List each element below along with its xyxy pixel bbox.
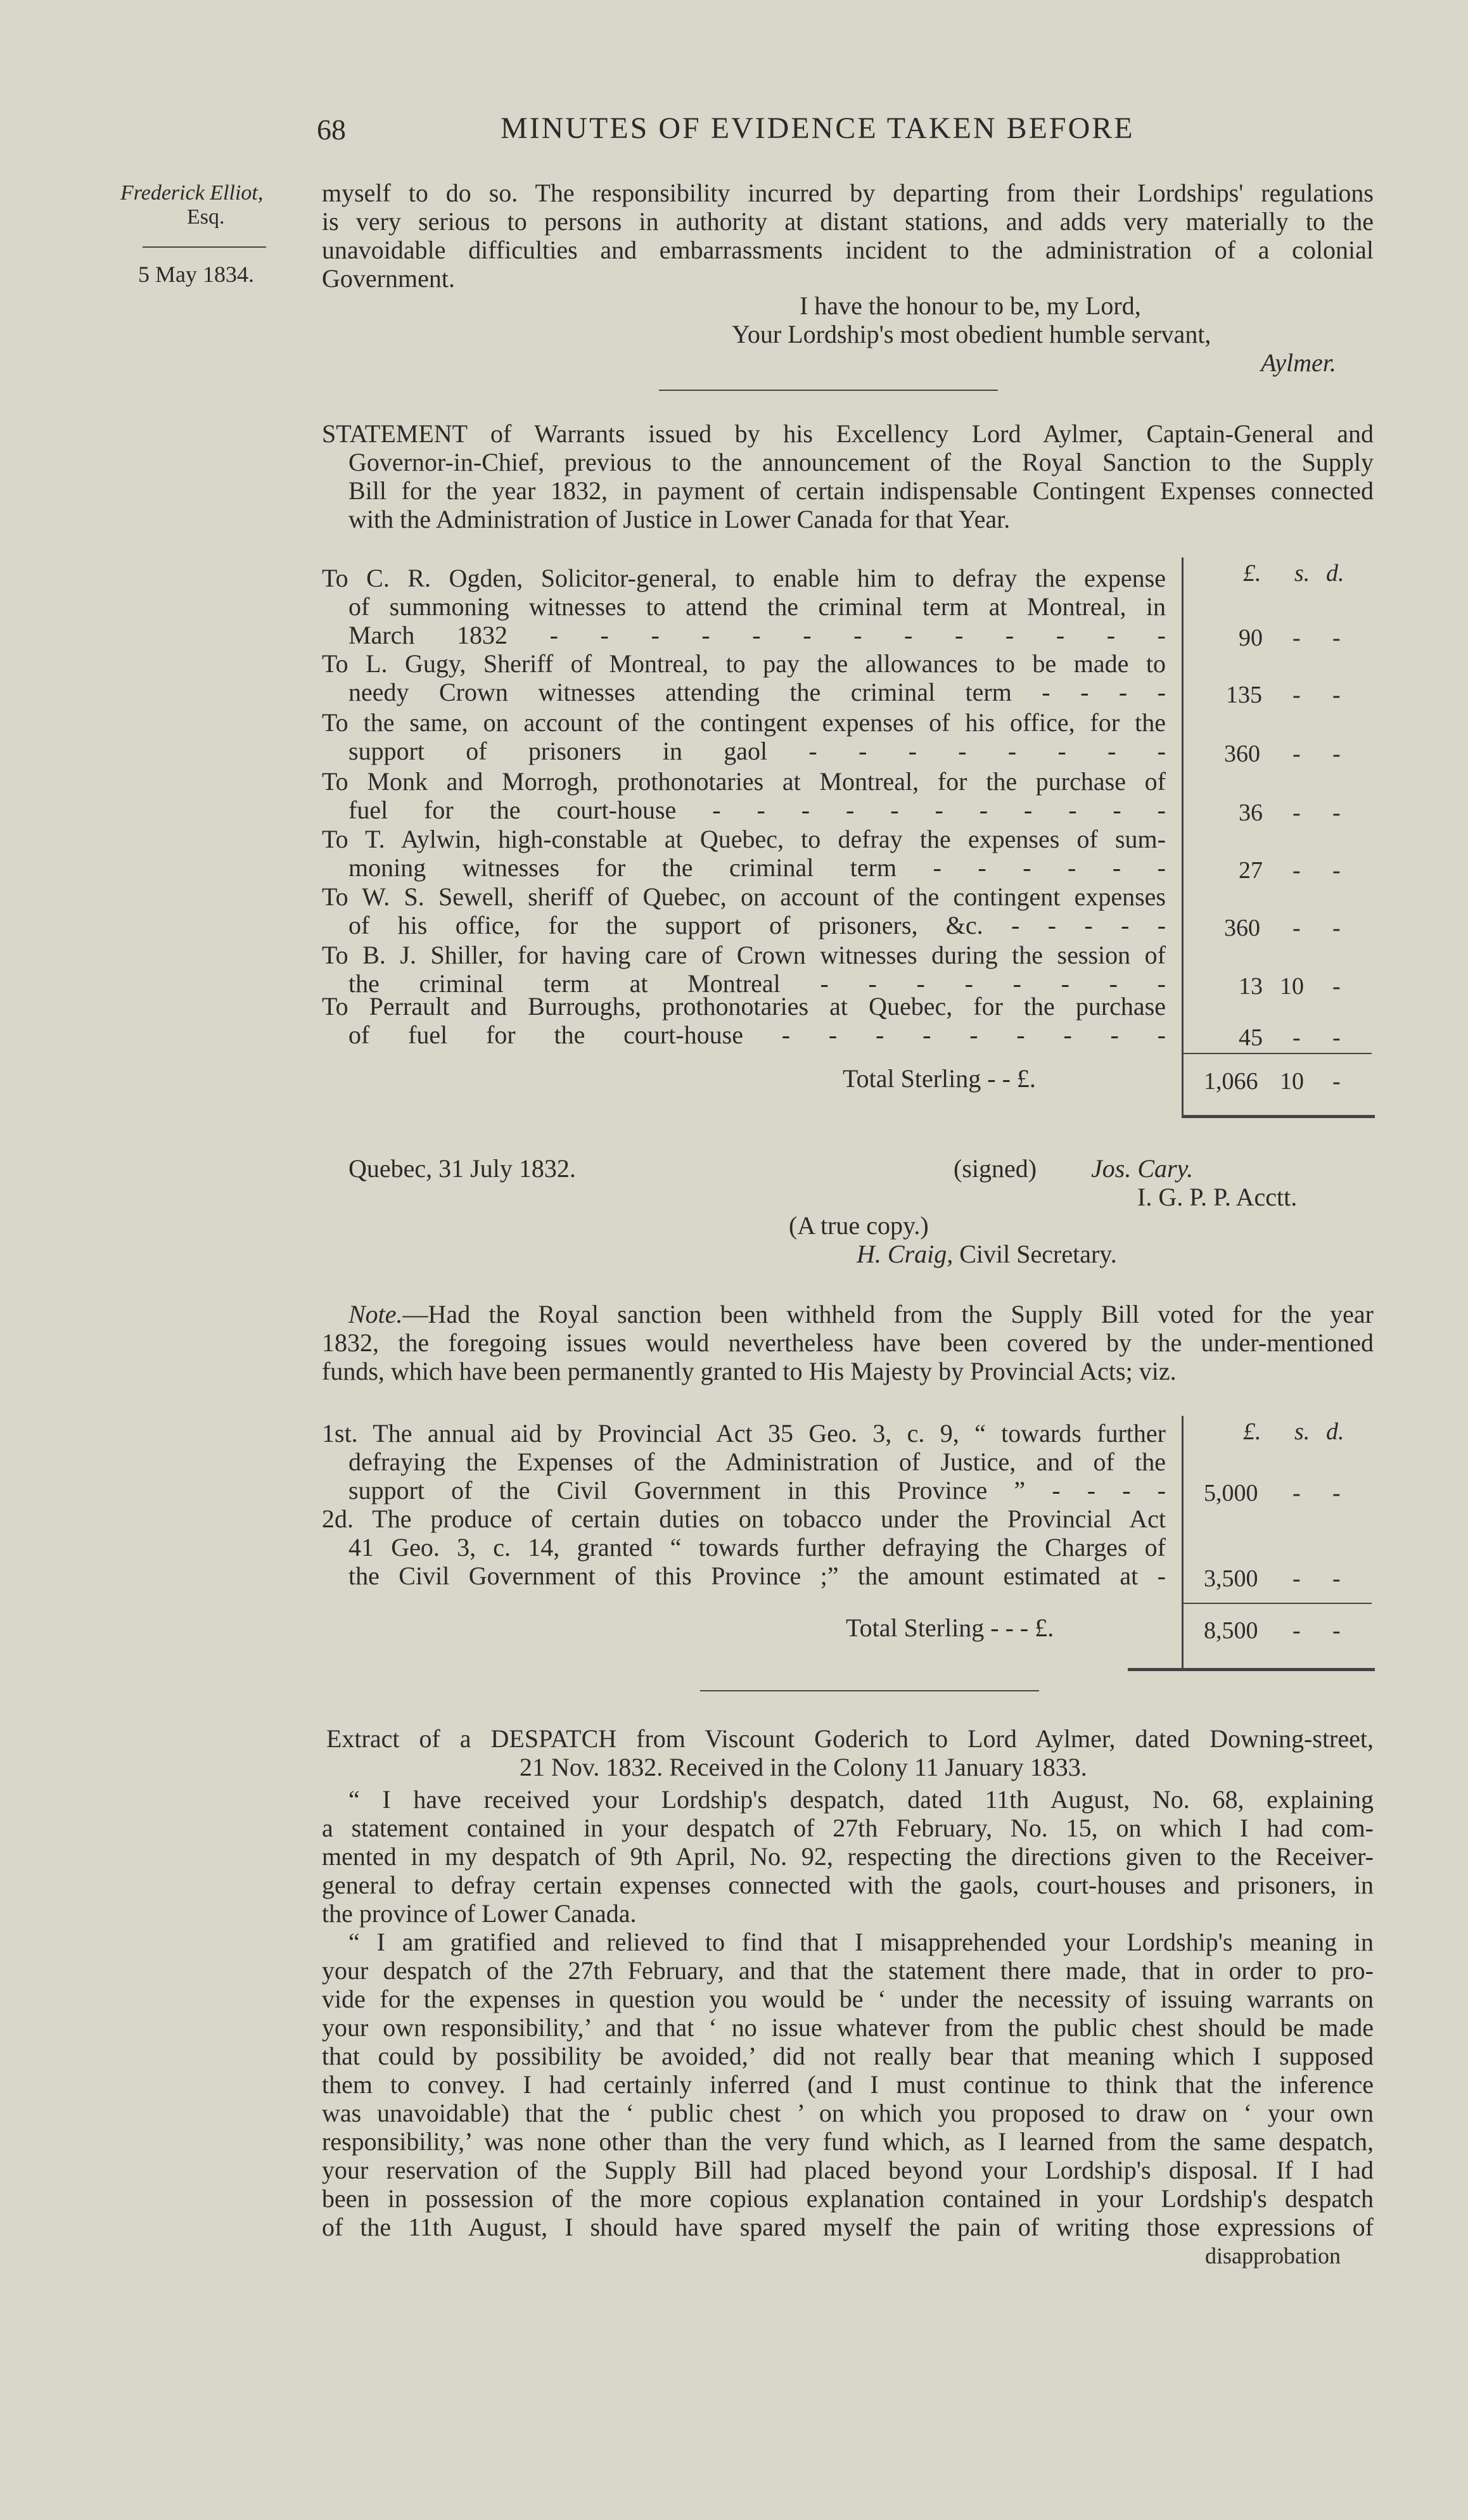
- text-line: was unavoidable) that the ‘ public chest ’ on which you proposed to draw on ‘ your own: [322, 2099, 1374, 2127]
- subtotal-rule: [1182, 1053, 1372, 1054]
- note-column-rule: [1182, 1416, 1184, 1669]
- item-line: To Monk and Morrogh, prothonotaries at Montreal, for the purchase of: [322, 767, 1166, 796]
- note-line: 1832, the foregoing issues would nevertheless have been covered by the under-mentioned: [322, 1328, 1374, 1357]
- item-line: To C. R. Ogden, Solicitor-general, to enable him to defray the expense: [322, 564, 1166, 592]
- margin-date: 5 May 1834.: [138, 262, 254, 287]
- item-shillings: -: [1292, 1480, 1301, 1506]
- item-pounds: 90: [1239, 625, 1263, 651]
- text-line: your reservation of the Supply Bill had placed beyond your Lordship's disposal. If I had: [322, 2156, 1374, 2184]
- item-pence: -: [1332, 857, 1341, 884]
- item-line: of fuel for the court-house - - - - - - - - -: [348, 1021, 1166, 1049]
- text-line: your own responsibility,’ and that ‘ no issue whatever from the public chest should be made: [322, 2013, 1374, 2042]
- heading-line-text: STATEMENT of Warrants issued by his Excellency Lord Aylmer, Captain-General and: [322, 419, 1374, 448]
- true-copy: (A true copy.): [789, 1211, 929, 1240]
- item-pence: -: [1332, 915, 1341, 941]
- item-line: moning witnesses for the criminal term - - - - - -: [348, 853, 1166, 882]
- secretary: [857, 1240, 1117, 1269]
- margin-witness-name: Frederick Elliot,: [120, 181, 264, 205]
- text-line: them to convey. I had certainly inferred (and I must continue to think that the inference: [322, 2070, 1374, 2099]
- item-line: To Perrault and Burroughs, prothonotaries at Quebec, for the purchase: [322, 992, 1166, 1021]
- total-rule: [1128, 1668, 1375, 1671]
- item-line: 2d. The produce of certain duties on tobacco under the Provincial Act: [322, 1505, 1166, 1533]
- subtotal-rule: [1182, 1603, 1372, 1604]
- item-pounds: 5,000: [1204, 1480, 1258, 1506]
- item-pence: -: [1332, 1024, 1341, 1051]
- item-line: 41 Geo. 3, c. 14, granted “ towards further defraying the Charges of: [348, 1533, 1166, 1562]
- section-divider: [659, 390, 998, 391]
- item-shillings: 10: [1280, 973, 1304, 1000]
- text-line: Government.: [322, 264, 455, 293]
- text-line: “ I have received your Lordship's despatch, dated 11th August, No. 68, explaining: [348, 1785, 1374, 1814]
- margin-witness-title: Esq.: [187, 205, 225, 229]
- note-line: funds, which have been permanently granted to His Majesty by Provincial Acts; viz.: [322, 1357, 1177, 1385]
- item-pence: -: [1332, 625, 1341, 651]
- item-line: needy Crown witnesses attending the criminal term - - - -: [348, 678, 1166, 706]
- item-pence: -: [1332, 1480, 1341, 1506]
- item-pounds: 45: [1239, 1024, 1263, 1051]
- total-label: Total Sterling - - - £.: [846, 1613, 1054, 1642]
- item-line: 1st. The annual aid by Provincial Act 35 Geo. 3, c. 9, “ towards further: [322, 1419, 1166, 1448]
- catchword: disapprobation: [1205, 2243, 1341, 2269]
- header-pence: d.: [1326, 560, 1344, 587]
- statement-column-rule: [1182, 557, 1184, 1116]
- item-pounds: 3,500: [1204, 1565, 1258, 1592]
- item-shillings: -: [1292, 682, 1301, 708]
- signed-name: Jos. Cary.: [1091, 1154, 1194, 1183]
- item-line: March 1832 - - - - - - - - - - - - -: [348, 621, 1166, 649]
- item-line: of his office, for the support of prisoners, &c. - - - - -: [348, 911, 1166, 939]
- text-line: of the 11th August, I should have spared myself the pain of writing those expressions of: [322, 2213, 1374, 2241]
- page-number: 68: [317, 113, 346, 146]
- item-line: fuel for the court-house - - - - - - - - - - -: [348, 796, 1166, 824]
- closing-line-1: I have the honour to be, my Lord,: [800, 291, 1141, 320]
- note-line: [348, 1300, 1374, 1329]
- text-line: is very serious to persons in authority at distant stations, and adds very materially to the: [322, 207, 1374, 236]
- text-line: unavoidable difficulties and embarrassments incident to the administration of a colonial: [322, 236, 1374, 264]
- item-pence: -: [1332, 973, 1341, 1000]
- text-line: mented in my despatch of 9th April, No. 92, respecting the directions given to the Receiver-: [322, 1842, 1374, 1871]
- extract-heading-line: Extract of a DESPATCH from Viscount Goderich to Lord Aylmer, dated Downing-street,: [326, 1724, 1374, 1753]
- note-text: —Had the Royal sanction been withheld from the Supply Bill voted for the year: [402, 1300, 1374, 1328]
- item-shillings: -: [1292, 741, 1301, 767]
- total-rule: [1182, 1115, 1375, 1118]
- text-line: your despatch of the 27th February, and that the statement there made, that in order to pro-: [322, 1956, 1374, 1985]
- text-line: responsibility,’ was none other than the very fund which, as I learned from the same despatch,: [322, 2127, 1374, 2156]
- total-pounds: 1,066: [1204, 1068, 1258, 1095]
- item-line: support of prisoners in gaol - - - - - - - -: [348, 737, 1166, 765]
- item-shillings: -: [1292, 915, 1301, 941]
- total-pounds: 8,500: [1204, 1617, 1258, 1644]
- item-line: To W. S. Sewell, sheriff of Quebec, on account of the contingent expenses: [322, 882, 1166, 911]
- item-pounds: 360: [1224, 915, 1260, 941]
- place-date: Quebec, 31 July 1832.: [348, 1154, 576, 1183]
- total-pence: -: [1332, 1068, 1341, 1095]
- item-line: of summoning witnesses to attend the criminal term at Montreal, in: [348, 592, 1166, 621]
- item-line: To B. J. Shiller, for having care of Crown witnesses during the session of: [322, 941, 1166, 969]
- item-line: the Civil Government of this Province ;” the amount estimated at -: [348, 1562, 1166, 1590]
- header-shillings: s.: [1294, 560, 1310, 587]
- text-line: the province of Lower Canada.: [322, 1899, 637, 1928]
- note-label: Note.: [348, 1300, 403, 1328]
- text-line: been in possession of the more copious explanation contained in your Lordship's despatch: [322, 2184, 1374, 2213]
- total-shillings: 10: [1280, 1068, 1304, 1095]
- signature: Aylmer.: [1261, 348, 1336, 377]
- heading-line: Governor-in-Chief, previous to the announcement of the Royal Sanction to the Supply: [348, 448, 1374, 476]
- item-pounds: 135: [1226, 682, 1262, 708]
- item-line: support of the Civil Government in this Province ” - - - -: [348, 1476, 1166, 1505]
- secretary-title: Civil Secretary.: [959, 1240, 1117, 1268]
- item-pounds: 13: [1239, 973, 1263, 1000]
- header-shillings: s.: [1294, 1418, 1310, 1445]
- item-pence: -: [1332, 1565, 1341, 1592]
- text-line: that could by possibility be avoided,’ did not really bear that meaning which I supposed: [322, 2042, 1374, 2070]
- item-pence: -: [1332, 799, 1341, 826]
- item-line: To L. Gugy, Sheriff of Montreal, to pay the allowances to be made to: [322, 649, 1166, 678]
- item-pence: -: [1332, 741, 1341, 767]
- item-pounds: 36: [1239, 799, 1263, 826]
- item-line: To the same, on account of the contingent expenses of his office, for the: [322, 708, 1166, 737]
- header-pounds: £.: [1243, 560, 1261, 587]
- item-shillings: -: [1292, 857, 1301, 884]
- text-line: vide for the expenses in question you would be ‘ under the necessity of issuing warrants on: [322, 1985, 1374, 2013]
- total-shillings: -: [1292, 1617, 1301, 1644]
- text-line: “ I am gratified and relieved to find that I misapprehended your Lordship's meaning in: [348, 1928, 1374, 1956]
- margin-divider: [143, 246, 266, 248]
- running-title: MINUTES OF EVIDENCE TAKEN BEFORE: [501, 111, 1135, 145]
- extract-heading-line: 21 Nov. 1832. Received in the Colony 11 January 1833.: [520, 1753, 1087, 1781]
- item-shillings: -: [1292, 1565, 1301, 1592]
- heading-line: [322, 419, 1374, 449]
- heading-line: Bill for the year 1832, in payment of certain indispensable Contingent Expenses connected: [348, 476, 1374, 505]
- heading-line: with the Administration of Justice in Lower Canada for that Year.: [348, 505, 1011, 533]
- item-pence: -: [1332, 682, 1341, 708]
- header-pence: d.: [1326, 1418, 1344, 1445]
- item-shillings: -: [1292, 625, 1301, 651]
- item-line: defraying the Expenses of the Administration of Justice, and of the: [348, 1448, 1166, 1476]
- item-line: the criminal term at Montreal - - - - - - - -: [348, 969, 1166, 998]
- item-pounds: 27: [1239, 857, 1263, 884]
- total-label: Total Sterling - - £.: [843, 1064, 1036, 1093]
- item-shillings: -: [1292, 1024, 1301, 1051]
- item-line: To T. Aylwin, high-constable at Quebec, to defray the expenses of sum-: [322, 825, 1166, 853]
- item-pounds: 360: [1224, 741, 1260, 767]
- section-divider: [700, 1690, 1039, 1691]
- text-line: a statement contained in your despatch of 27th February, No. 15, on which I had com-: [322, 1814, 1374, 1842]
- secretary-name: H. Craig,: [857, 1240, 954, 1268]
- header-pounds: £.: [1243, 1418, 1261, 1445]
- total-pence: -: [1332, 1617, 1341, 1644]
- text-line: myself to do so. The responsibility incurred by departing from their Lordships' regulations: [322, 179, 1374, 207]
- closing-line-2: Your Lordship's most obedient humble servant,: [732, 320, 1211, 348]
- signed-label: (signed): [954, 1154, 1037, 1183]
- text-line: general to defray certain expenses connected with the gaols, court-houses and prisoners, in: [322, 1871, 1374, 1899]
- item-shillings: -: [1292, 799, 1301, 826]
- signed-title: I. G. P. P. Acctt.: [1137, 1183, 1298, 1211]
